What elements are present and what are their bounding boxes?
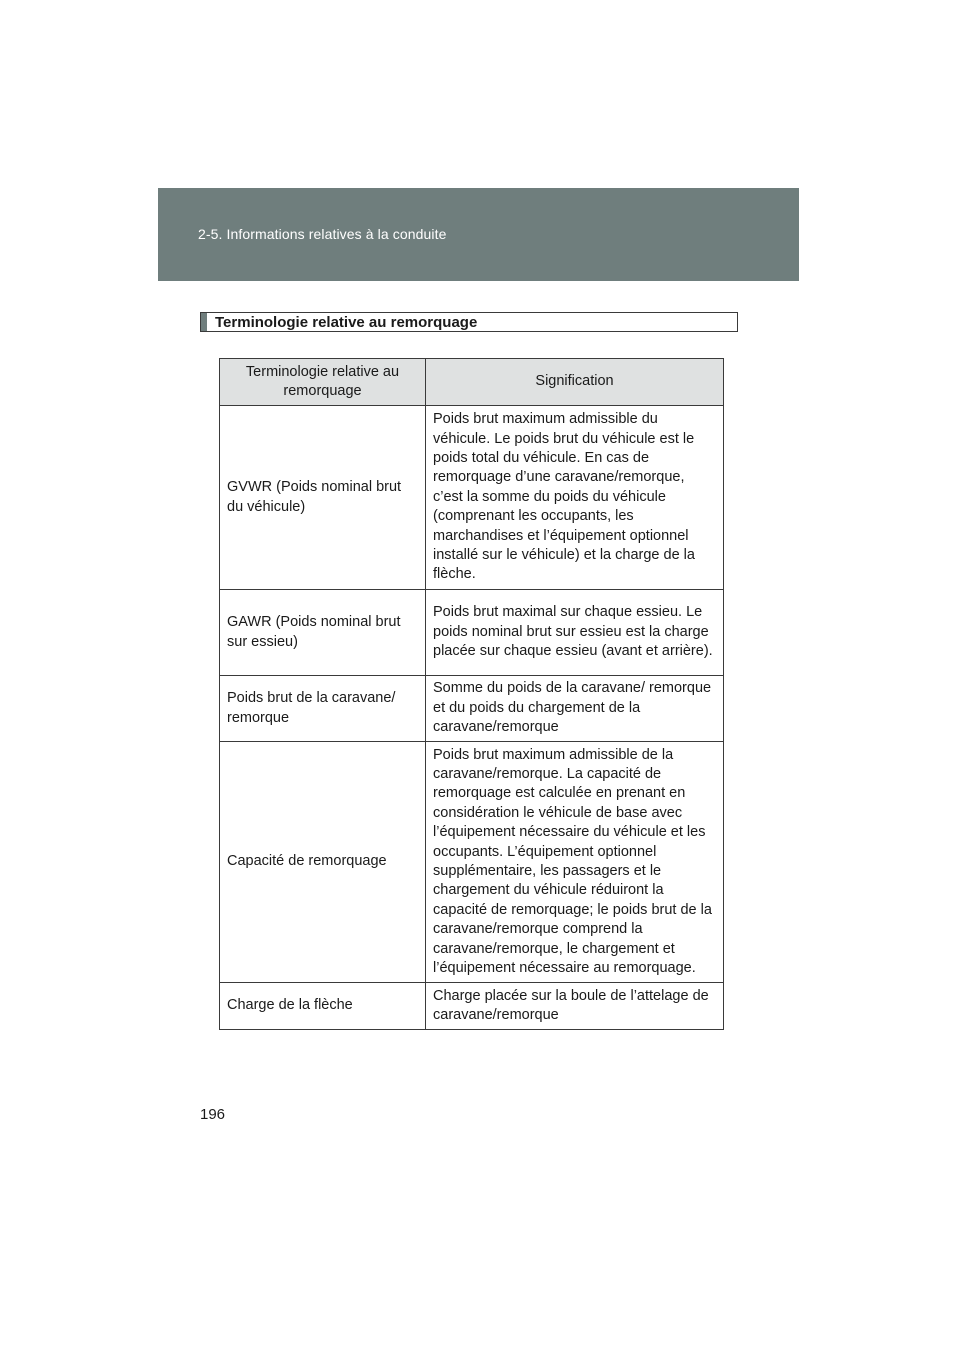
meaning-cell: Charge placée sur la boule de l’attelage de caravane/remorque: [426, 983, 724, 1030]
section-title: Terminologie relative au remorquage: [215, 314, 478, 331]
term-cell: Poids brut de la caravane/ remorque: [220, 676, 426, 742]
term-cell: GVWR (Poids nominal brut du véhicule): [220, 406, 426, 590]
table-header-row: [220, 359, 724, 406]
meaning-cell: Poids brut maximum admissible du véhicule. Le poids brut du véhicule est le poids total du véhicule. En cas de remorquage d’une caravane/remorque, c’est la somme du poids du véhicule (comprenant les occupants, les marchandises et l’équipement optionnel installé sur le véhicule) et la charge de la flèche.: [426, 406, 724, 590]
column-header-term: Terminologie relative au remorquage: [220, 359, 426, 406]
table-row: [220, 983, 724, 1030]
heading-marker: [201, 313, 207, 331]
meaning-cell: Poids brut maximum admissible de la caravane/remorque. La capacité de remorquage est calculée en prenant en considération le véhicule de base avec l’équipement nécessaire du véhicule et les occupants. L’équipement optionnel supplémentaire, les passagers et le chargement du véhicule réduiront la capacité de remorquage; le poids brut de la caravane/remorque comprend la caravane/remorque, le chargement et l’équipement nécessaire au remorquage.: [426, 742, 724, 983]
chapter-header: [158, 188, 799, 281]
term-cell: Capacité de remorquage: [220, 742, 426, 983]
page-number: 196: [200, 1106, 226, 1123]
section-heading: [200, 312, 738, 332]
term-cell: GAWR (Poids nominal brut sur essieu): [220, 590, 426, 676]
table-row: [220, 590, 724, 676]
term-cell: Charge de la flèche: [220, 983, 426, 1030]
column-header-meaning: Signification: [426, 359, 724, 406]
meaning-cell: Poids brut maximal sur chaque essieu. Le poids nominal brut sur essieu est la charge placée sur chaque essieu (avant et arrière).: [426, 590, 724, 676]
terminology-table: [219, 358, 724, 1030]
table-row: [220, 406, 724, 590]
table-row: [220, 742, 724, 983]
breadcrumb: 2-5. Informations relatives à la conduite: [198, 226, 447, 242]
meaning-cell: Somme du poids de la caravane/ remorque et du poids du chargement de la caravane/remorque: [426, 676, 724, 742]
table-row: [220, 676, 724, 742]
